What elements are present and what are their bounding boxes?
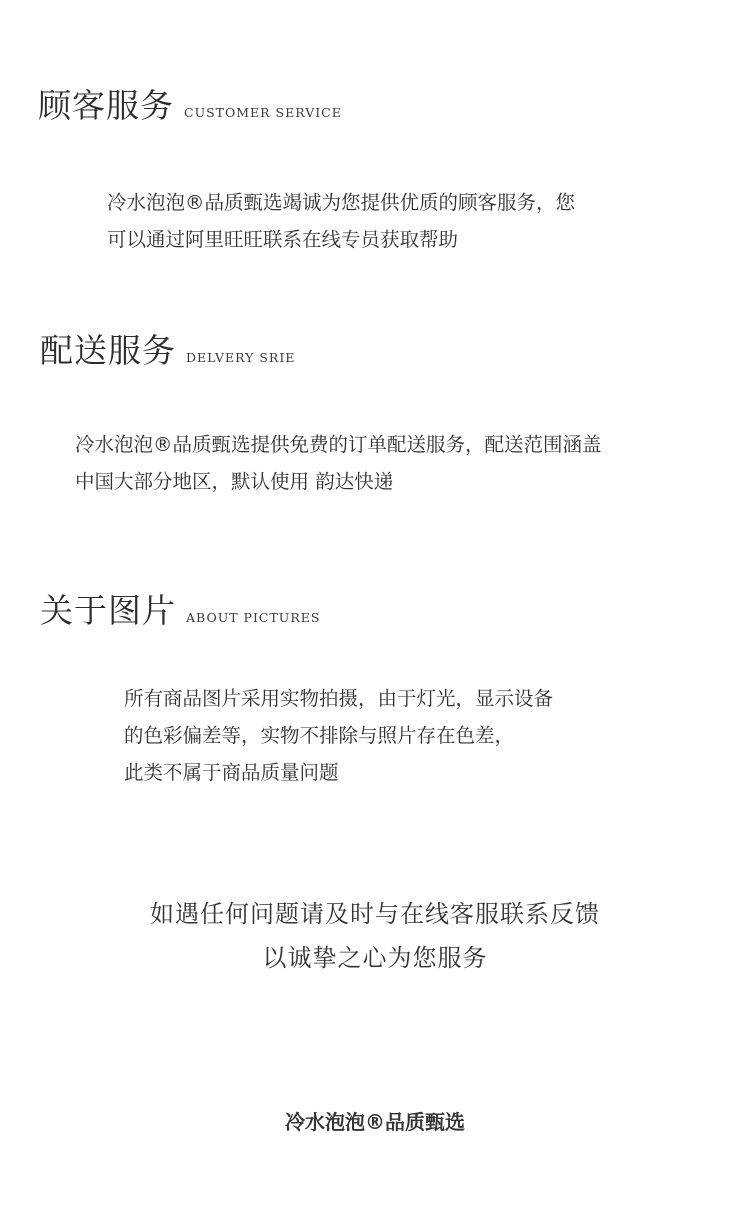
about-pictures-line: 的色彩偏差等，实物不排除与照片存在色差，	[124, 724, 515, 747]
delivery-service-title: 配送服务	[40, 331, 176, 370]
customer-service-header	[38, 80, 342, 127]
closing-line: 如遇任何问题请及时与在线客服联系反馈	[150, 900, 600, 928]
delivery-service-line: 冷水泡泡®品质甄选提供免费的订单配送服务，配送范围涵盖	[75, 433, 602, 456]
customer-service-title: 顾客服务	[38, 86, 174, 125]
about-pictures-subtitle: ABOUT PICTURES	[186, 610, 321, 625]
customer-service-text	[107, 184, 575, 258]
customer-service-subtitle: CUSTOMER SERVICE	[184, 105, 342, 120]
customer-service-line: 冷水泡泡®品质甄选竭诚为您提供优质的顾客服务，您	[107, 191, 576, 214]
brand-footer: 冷水泡泡®品质甄选	[285, 1110, 465, 1134]
closing-message	[0, 892, 750, 980]
customer-service-line: 可以通过阿里旺旺联系在线专员获取帮助	[107, 228, 459, 251]
about-pictures-line: 所有商品图片采用实物拍摄，由于灯光，显示设备	[124, 687, 554, 710]
delivery-service-text	[75, 426, 602, 500]
about-pictures-text	[124, 680, 553, 791]
about-pictures-title: 关于图片	[40, 591, 176, 630]
about-pictures-header	[40, 585, 320, 632]
delivery-service-subtitle: DELVERY SRIE	[186, 350, 296, 365]
delivery-service-line: 中国大部分地区，默认使用 韵达快递	[75, 470, 394, 493]
about-pictures-line: 此类不属于商品质量问题	[124, 761, 339, 784]
delivery-service-header	[40, 325, 295, 372]
closing-line: 以诚挚之心为您服务	[262, 944, 488, 972]
